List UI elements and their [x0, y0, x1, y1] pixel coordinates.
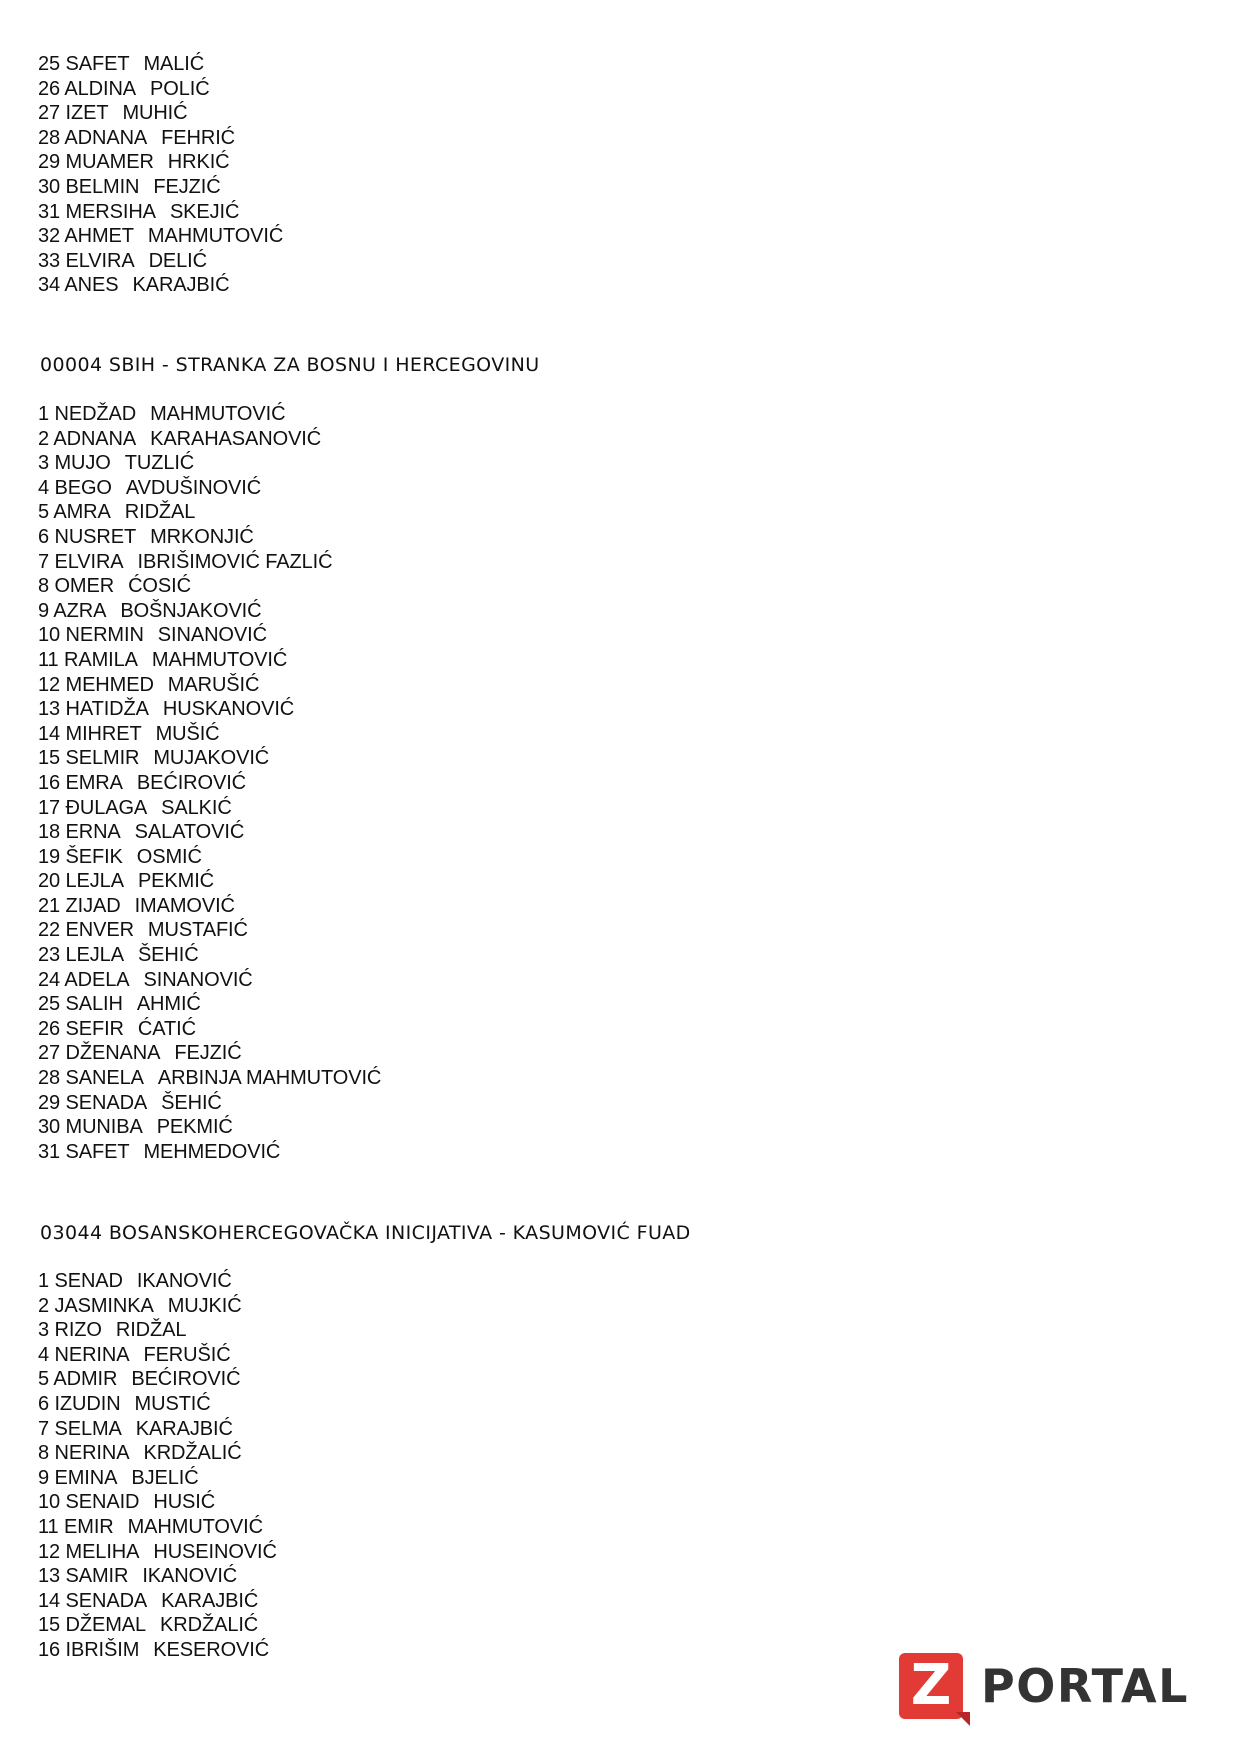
candidate-last-name: MAHMUTOVIĆ	[147, 225, 284, 248]
candidate-last-name: KRDŽALIĆ	[160, 1614, 259, 1637]
candidate-last-name: KARAJBIĆ	[132, 274, 230, 297]
candidate-row	[38, 1589, 277, 1614]
candidate-number-and-first-name: 33 ELVIRA	[38, 249, 135, 272]
candidate-number-and-first-name: 10 SENAID	[38, 1491, 140, 1514]
candidate-number-and-first-name: 11 EMIR	[38, 1515, 114, 1538]
candidate-last-name: KARAJBIĆ	[161, 1589, 259, 1612]
candidate-number-and-first-name: 8 OMER	[38, 575, 115, 598]
candidate-last-name: AVDUŠINOVIĆ	[125, 476, 262, 499]
candidate-last-name: HUSKANOVIĆ	[162, 698, 295, 721]
candidate-last-name: FEHRIĆ	[161, 126, 235, 149]
candidate-number-and-first-name: 24 ADELA	[38, 968, 130, 991]
candidate-number-and-first-name: 14 SENADA	[38, 1589, 148, 1612]
party-header-sbih: 00004 SBIH - STRANKA ZA BOSNU I HERCEGOVINU	[40, 354, 540, 376]
candidate-last-name: ŠEHIĆ	[137, 944, 199, 967]
candidate-row	[38, 845, 381, 870]
candidate-number-and-first-name: 28 ADNANA	[38, 126, 148, 149]
candidate-number-and-first-name: 7 ELVIRA	[38, 550, 124, 573]
candidate-row	[38, 869, 381, 894]
candidate-row	[38, 1515, 277, 1540]
candidate-row	[38, 943, 381, 968]
candidate-number-and-first-name: 16 EMRA	[38, 771, 123, 794]
candidate-last-name: HUSEINOVIĆ	[153, 1540, 277, 1563]
candidate-row	[38, 599, 381, 624]
candidate-row	[38, 722, 381, 747]
candidate-last-name: TUZLIĆ	[124, 452, 195, 475]
candidate-row	[38, 1017, 381, 1042]
candidate-last-name: SINANOVIĆ	[157, 624, 267, 647]
candidate-number-and-first-name: 30 MUNIBA	[38, 1116, 143, 1139]
candidate-number-and-first-name: 25 SAFET	[38, 53, 130, 75]
candidate-row	[38, 1066, 381, 1091]
candidate-number-and-first-name: 32 AHMET	[38, 225, 134, 248]
candidate-row	[38, 249, 283, 274]
candidate-last-name: BJELIĆ	[131, 1466, 199, 1489]
candidate-number-and-first-name: 9 EMINA	[38, 1466, 118, 1489]
candidate-number-and-first-name: 12 MELIHA	[38, 1540, 140, 1563]
candidate-number-and-first-name: 22 ENVER	[38, 919, 134, 942]
candidate-number-and-first-name: 31 MERSIHA	[38, 200, 156, 223]
candidate-number-and-first-name: 25 SALIH	[38, 993, 123, 1016]
candidate-number-and-first-name: 5 ADMIR	[38, 1368, 118, 1391]
candidate-number-and-first-name: 2 ADNANA	[38, 427, 137, 450]
candidate-row	[38, 1269, 277, 1294]
candidate-number-and-first-name: 7 SELMA	[38, 1417, 122, 1440]
candidate-row	[38, 427, 381, 452]
candidate-row	[38, 1392, 277, 1417]
candidate-last-name: RIDŽAL	[124, 501, 196, 524]
candidate-last-name: HUSIĆ	[153, 1491, 216, 1514]
candidate-list-bh-inicijativa	[38, 1269, 277, 1663]
candidate-last-name: MUSTIĆ	[134, 1392, 211, 1415]
candidate-last-name: FERUŠIĆ	[143, 1343, 231, 1366]
candidate-number-and-first-name: 27 IZET	[38, 102, 109, 125]
candidate-row	[38, 1490, 277, 1515]
candidate-number-and-first-name: 17 ĐULAGA	[38, 796, 148, 819]
candidate-number-and-first-name: 13 HATIDŽA	[38, 698, 149, 721]
candidate-last-name: BOŠNJAKOVIĆ	[120, 599, 262, 622]
candidate-last-name: KRDŽALIĆ	[143, 1442, 242, 1465]
candidate-last-name: MEHMEDOVIĆ	[143, 1140, 281, 1163]
logo-wordmark: PORTAL	[981, 1659, 1189, 1713]
candidate-number-and-first-name: 3 MUJO	[38, 452, 111, 475]
candidate-last-name: ĆOSIĆ	[128, 575, 191, 598]
candidate-number-and-first-name: 21 ZIJAD	[38, 894, 121, 917]
candidate-number-and-first-name: 14 MIHRET	[38, 722, 142, 745]
candidate-row	[38, 1140, 381, 1165]
party-header-bh-inicijativa: 03044 BOSANSKOHERCEGOVAČKA INICIJATIVA - KASUMOVIĆ FUAD	[40, 1222, 691, 1244]
candidate-row	[38, 673, 381, 698]
candidate-last-name: SALKIĆ	[161, 796, 232, 819]
candidate-last-name: MUHIĆ	[122, 102, 188, 125]
candidate-last-name: PEKMIĆ	[137, 870, 215, 893]
candidate-row	[38, 1294, 277, 1319]
candidate-number-and-first-name: 10 NERMIN	[38, 624, 144, 647]
candidate-number-and-first-name: 23 LEJLA	[38, 944, 124, 967]
candidate-number-and-first-name: 4 BEGO	[38, 476, 112, 499]
candidate-row	[38, 574, 381, 599]
candidate-number-and-first-name: 3 RIZO	[38, 1319, 102, 1342]
candidate-row	[38, 402, 381, 427]
z-logo-mark	[899, 1653, 963, 1719]
candidate-row	[38, 550, 381, 575]
candidate-row	[38, 525, 381, 550]
candidate-number-and-first-name: 26 SEFIR	[38, 1017, 124, 1040]
candidate-row	[38, 1466, 277, 1491]
candidate-number-and-first-name: 1 SENAD	[38, 1270, 123, 1292]
candidate-number-and-first-name: 16 IBRIŠIM	[38, 1638, 140, 1661]
candidate-last-name: RIDŽAL	[115, 1319, 187, 1342]
candidate-last-name: SKEJIĆ	[169, 200, 240, 223]
candidate-last-name: SINANOVIĆ	[143, 968, 253, 991]
candidate-last-name: IKANOVIĆ	[142, 1565, 238, 1588]
candidate-last-name: IMAMOVIĆ	[134, 894, 235, 917]
candidate-last-name: ŠEHIĆ	[161, 1091, 222, 1114]
candidate-last-name: DELIĆ	[148, 249, 207, 272]
candidate-number-and-first-name: 27 DŽENANA	[38, 1042, 161, 1065]
candidate-row	[38, 1564, 277, 1589]
candidate-number-and-first-name: 6 IZUDIN	[38, 1392, 121, 1415]
candidate-row	[38, 1041, 381, 1066]
candidate-row	[38, 1638, 277, 1663]
candidate-last-name: BEĆIROVIĆ	[131, 1368, 241, 1391]
candidate-row	[38, 1367, 277, 1392]
candidate-number-and-first-name: 15 DŽEMAL	[38, 1614, 147, 1637]
candidate-row	[38, 918, 381, 943]
candidate-row	[38, 273, 283, 298]
candidate-last-name: BEĆIROVIĆ	[136, 771, 247, 794]
candidate-last-name: KARAHASANOVIĆ	[150, 427, 322, 450]
candidate-row	[38, 101, 283, 126]
candidate-row	[38, 771, 381, 796]
candidate-row	[38, 200, 283, 225]
candidate-number-and-first-name: 6 NUSRET	[38, 525, 137, 548]
candidate-row	[38, 1091, 381, 1116]
candidate-row	[38, 648, 381, 673]
logo-mark-letter: Z	[910, 1653, 952, 1718]
candidate-last-name: MAHMUTOVIĆ	[150, 403, 286, 425]
candidate-list-continued	[38, 52, 283, 298]
candidate-number-and-first-name: 29 SENADA	[38, 1091, 148, 1114]
candidate-number-and-first-name: 29 MUAMER	[38, 151, 154, 174]
candidate-number-and-first-name: 34 ANES	[38, 274, 119, 297]
candidate-number-and-first-name: 9 AZRA	[38, 599, 107, 622]
candidate-row	[38, 894, 381, 919]
candidate-number-and-first-name: 12 MEHMED	[38, 673, 154, 696]
candidate-row	[38, 968, 381, 993]
candidate-row	[38, 150, 283, 175]
candidate-last-name: SALATOVIĆ	[134, 821, 245, 844]
candidate-number-and-first-name: 20 LEJLA	[38, 870, 124, 893]
candidate-last-name: IBRIŠIMOVIĆ FAZLIĆ	[137, 550, 333, 573]
candidate-last-name: PEKMIĆ	[156, 1116, 233, 1139]
candidate-last-name: FEJZIĆ	[174, 1042, 242, 1065]
candidate-last-name: MRKONJIĆ	[150, 525, 254, 548]
candidate-last-name: MUJAKOVIĆ	[153, 747, 270, 770]
candidate-number-and-first-name: 15 SELMIR	[38, 747, 140, 770]
candidate-last-name: POLIĆ	[150, 77, 210, 100]
candidate-row	[38, 992, 381, 1017]
candidate-row	[38, 451, 381, 476]
candidate-last-name: ARBINJA MAHMUTOVIĆ	[157, 1067, 382, 1090]
candidate-last-name: MALIĆ	[143, 53, 205, 75]
candidate-last-name: IKANOVIĆ	[136, 1270, 232, 1292]
candidate-row	[38, 1318, 277, 1343]
candidate-row	[38, 175, 283, 200]
candidate-row	[38, 77, 283, 102]
z-portal-logo	[899, 1650, 1189, 1722]
candidate-row	[38, 476, 381, 501]
candidate-number-and-first-name: 26 ALDINA	[38, 77, 137, 100]
candidate-last-name: MARUŠIĆ	[167, 673, 260, 696]
candidate-last-name: KESEROVIĆ	[153, 1638, 270, 1661]
candidate-number-and-first-name: 30 BELMIN	[38, 175, 140, 198]
candidate-row	[38, 820, 381, 845]
candidate-last-name: MAHMUTOVIĆ	[127, 1515, 263, 1538]
candidate-last-name: KARAJBIĆ	[135, 1417, 233, 1440]
candidate-last-name: HRKIĆ	[167, 151, 230, 174]
candidate-row	[38, 623, 381, 648]
candidate-number-and-first-name: 28 SANELA	[38, 1067, 144, 1090]
candidate-row	[38, 697, 381, 722]
candidate-number-and-first-name: 1 NEDŽAD	[38, 403, 137, 425]
candidate-last-name: MUJKIĆ	[167, 1294, 242, 1317]
candidate-list-sbih	[38, 402, 381, 1164]
candidate-last-name: MAHMUTOVIĆ	[151, 648, 288, 671]
candidate-last-name: ĆATIĆ	[137, 1017, 196, 1040]
candidate-row	[38, 1613, 277, 1638]
candidate-row	[38, 1115, 381, 1140]
candidate-last-name: FEJZIĆ	[153, 175, 221, 198]
candidate-row	[38, 1343, 277, 1368]
candidate-row	[38, 500, 381, 525]
candidate-number-and-first-name: 13 SAMIR	[38, 1565, 129, 1588]
candidate-row	[38, 52, 283, 77]
candidate-number-and-first-name: 11 RAMILA	[38, 648, 138, 671]
candidate-row	[38, 1540, 277, 1565]
candidate-number-and-first-name: 8 NERINA	[38, 1442, 130, 1465]
candidate-row	[38, 1441, 277, 1466]
candidate-row	[38, 746, 381, 771]
candidate-row	[38, 796, 381, 821]
candidate-last-name: OSMIĆ	[136, 845, 202, 868]
candidate-last-name: AHMIĆ	[136, 993, 201, 1016]
candidate-last-name: MUŠIĆ	[155, 722, 220, 745]
candidate-number-and-first-name: 2 JASMINKA	[38, 1294, 154, 1317]
candidate-number-and-first-name: 18 ERNA	[38, 821, 121, 844]
candidate-number-and-first-name: 19 ŠEFIK	[38, 845, 123, 868]
candidate-number-and-first-name: 4 NERINA	[38, 1343, 130, 1366]
candidate-row	[38, 126, 283, 151]
candidate-number-and-first-name: 5 AMRA	[38, 501, 111, 524]
candidate-row	[38, 1417, 277, 1442]
candidate-last-name: MUSTAFIĆ	[147, 919, 248, 942]
candidate-number-and-first-name: 31 SAFET	[38, 1140, 130, 1163]
candidate-row	[38, 224, 283, 249]
